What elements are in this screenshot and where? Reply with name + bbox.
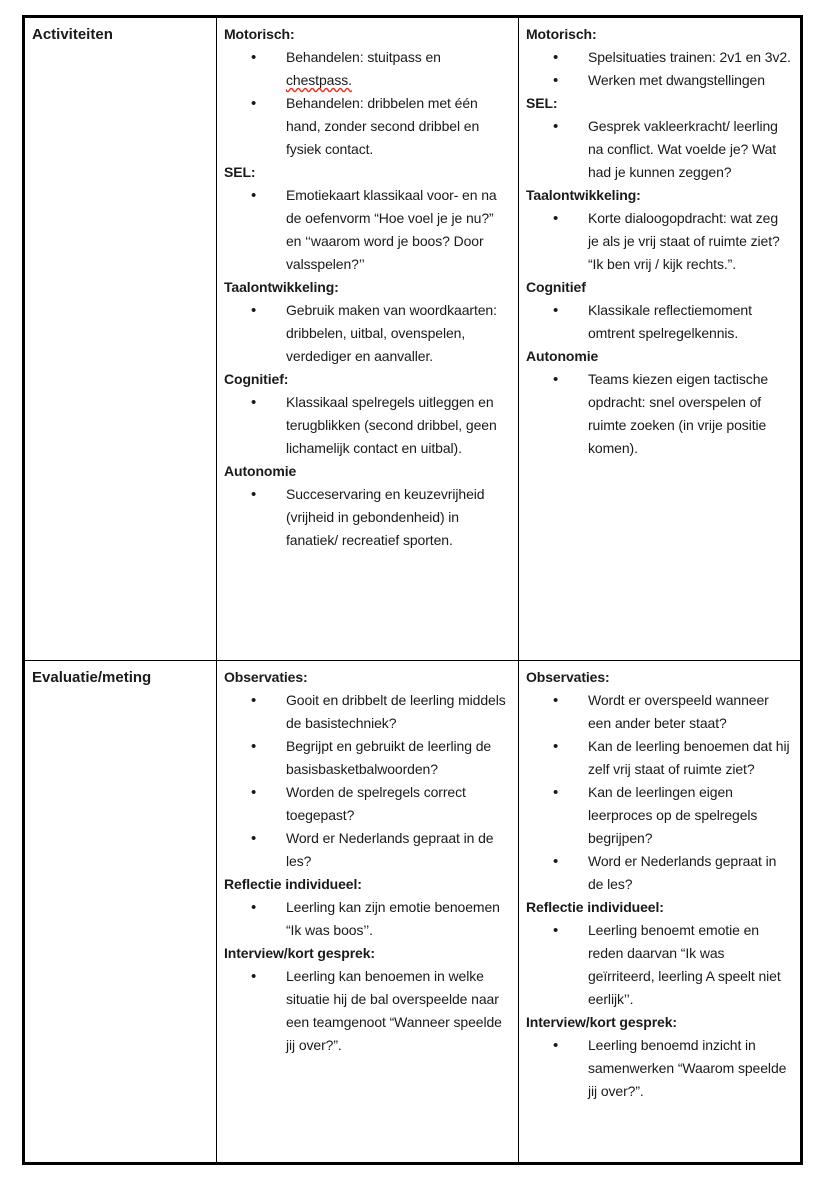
bullet-text: Gooit en dribbelt de leerling middels de basistechniek? — [286, 692, 506, 731]
bullet-list — [224, 965, 510, 1057]
row-label-evaluatie: Evaluatie/meting — [32, 669, 152, 686]
bullet-item — [224, 735, 510, 781]
bullet-text: Behandelen: dribbelen met één hand, zonder second dribbel en fysiek contact. — [286, 95, 480, 157]
section-sel — [526, 92, 792, 184]
bullet-item — [224, 781, 510, 827]
bullet-list — [224, 483, 510, 552]
bullet-item — [526, 735, 792, 781]
bullet-text: Gesprek vakleerkracht/ leerling na conflict. Wat voelde je? Wat had je kunnen zeggen? — [588, 118, 778, 180]
row-label-activiteiten: Activiteiten — [32, 26, 113, 43]
bullet-item — [526, 69, 792, 92]
misspelled-word: chestpass. — [286, 72, 352, 88]
bullet-list — [224, 46, 510, 161]
section-heading: Reflectie individueel: — [526, 899, 664, 915]
bullet-item — [224, 827, 510, 873]
section-heading: Interview/kort gesprek: — [526, 1014, 677, 1030]
bullet-list — [224, 184, 510, 276]
table-row-activiteiten — [24, 17, 802, 661]
bullet-item — [224, 483, 510, 552]
bullet-item — [224, 965, 510, 1057]
bullet-text: Leerling benoemd inzicht in samenwerken “Waarom speelde jij over?”. — [588, 1037, 787, 1099]
bullet-text: Leerling kan benoemen in welke situatie hij de bal overspeelde naar een teamgenoot “Wanneer speelde jij over?”. — [286, 968, 502, 1053]
bullet-text: Succeservaring en keuzevrijheid (vrijheid in gebondenheid) in fanatiek/ recreatief sporten. — [286, 486, 485, 548]
section-heading: Autonomie — [224, 463, 297, 479]
section-heading: Cognitief: — [224, 371, 289, 387]
bullet-text: Emotiekaart klassikaal voor- en na de oefenvorm “Hoe voel je je nu?” en ‘‘waarom word je boos? Door valsspelen?’’ — [286, 187, 497, 272]
bullet-item — [526, 299, 792, 345]
bullet-item — [526, 689, 792, 735]
bullet-list — [224, 299, 510, 368]
bullet-text: Kan de leerlingen eigen leerproces op de spelregels begrijpen? — [588, 784, 758, 846]
section-heading: Cognitief — [526, 279, 586, 295]
section-reflectie-individueel — [526, 896, 792, 1011]
section-heading: Observaties: — [526, 669, 610, 685]
bullet-list — [526, 207, 792, 276]
bullet-text: Gebruik maken van woordkaarten: dribbelen, uitbal, ovenspelen, verdediger en aanvaller. — [286, 302, 497, 364]
bullet-text: Begrijpt en gebruikt de leerling de basisbasketbalwoorden? — [286, 738, 492, 777]
bullet-item — [224, 92, 510, 161]
bullet-item — [224, 46, 510, 92]
bullet-item — [224, 689, 510, 735]
section-heading: Motorisch: — [526, 26, 597, 42]
bullet-item — [526, 207, 792, 276]
bullet-item — [526, 368, 792, 460]
section-motorisch — [526, 23, 792, 92]
section-autonomie — [526, 345, 792, 460]
bullet-list — [224, 896, 510, 942]
bullet-list — [224, 391, 510, 460]
activiteiten-col1-cell — [217, 17, 519, 661]
section-taalontwikkeling — [526, 184, 792, 276]
bullet-text: Spelsituaties trainen: 2v1 en 3v2. — [588, 49, 791, 65]
section-taalontwikkeling — [224, 276, 510, 368]
evaluatie-col1-cell — [217, 661, 519, 1164]
section-interview-kort-gesprek — [526, 1011, 792, 1103]
section-observaties — [526, 666, 792, 896]
activiteiten-col2-cell — [519, 17, 802, 661]
bullet-list — [526, 919, 792, 1011]
bullet-text: Klassikale reflectiemoment omtrent spelregelkennis. — [588, 302, 752, 341]
bullet-item — [224, 391, 510, 460]
bullet-list — [526, 299, 792, 345]
bullet-item — [526, 1034, 792, 1103]
bullet-item — [224, 299, 510, 368]
section-heading: Reflectie individueel: — [224, 876, 362, 892]
section-heading: SEL: — [526, 95, 558, 111]
section-sel — [224, 161, 510, 276]
bullet-list — [224, 689, 510, 873]
bullet-text: Leerling kan zijn emotie benoemen “Ik was boos’’. — [286, 899, 500, 938]
bullet-text: Behandelen: stuitpass en — [286, 49, 441, 65]
row-header-cell — [24, 17, 217, 661]
section-heading: SEL: — [224, 164, 256, 180]
bullet-item — [526, 850, 792, 896]
bullet-list — [526, 46, 792, 92]
section-motorisch — [224, 23, 510, 161]
bullet-item — [526, 115, 792, 184]
section-cognitief — [224, 368, 510, 460]
section-cognitief — [526, 276, 792, 345]
section-heading: Motorisch: — [224, 26, 295, 42]
row-header-cell — [24, 661, 217, 1164]
bullet-item — [526, 781, 792, 850]
section-heading: Observaties: — [224, 669, 308, 685]
bullet-text: Teams kiezen eigen tactische opdracht: snel overspelen of ruimte zoeken (in vrije positie komen). — [588, 371, 769, 456]
bullet-list — [526, 689, 792, 896]
bullet-text: Klassikaal spelregels uitleggen en terugblikken (second dribbel, geen lichamelijk contact en uitbal). — [286, 394, 497, 456]
bullet-list — [526, 1034, 792, 1103]
section-interview-kort-gesprek — [224, 942, 510, 1057]
bullet-text: Leerling benoemt emotie en reden daarvan “Ik was geïrriteerd, leerling A speelt niet eerlijk’’. — [588, 922, 781, 1007]
section-heading: Taalontwikkeling: — [224, 279, 339, 295]
section-heading: Interview/kort gesprek: — [224, 945, 375, 961]
section-heading: Autonomie — [526, 348, 599, 364]
bullet-text: Kan de leerling benoemen dat hij zelf vrij staat of ruimte ziet? — [588, 738, 790, 777]
evaluatie-col2-cell — [519, 661, 802, 1164]
section-heading: Taalontwikkeling: — [526, 187, 641, 203]
bullet-text: Word er Nederlands gepraat in de les? — [588, 853, 777, 892]
section-reflectie-individueel — [224, 873, 510, 942]
bullet-item — [224, 896, 510, 942]
bullet-text: Worden de spelregels correct toegepast? — [286, 784, 466, 823]
bullet-list — [526, 368, 792, 460]
bullet-text: Word er Nederlands gepraat in de les? — [286, 830, 494, 869]
section-observaties — [224, 666, 510, 873]
bullet-item — [526, 919, 792, 1011]
bullet-list — [526, 115, 792, 184]
bullet-text: Werken met dwangstellingen — [588, 72, 765, 88]
bullet-item — [224, 184, 510, 276]
table-row-evaluatie — [24, 661, 802, 1164]
section-autonomie — [224, 460, 510, 552]
bullet-text: Wordt er overspeeld wanneer een ander beter staat? — [588, 692, 769, 731]
lesson-plan-table — [22, 15, 803, 1165]
bullet-text: Korte dialoogopdracht: wat zeg je als je vrij staat of ruimte ziet? “Ik ben vrij / kijk rechts.”. — [588, 210, 780, 272]
bullet-item — [526, 46, 792, 69]
